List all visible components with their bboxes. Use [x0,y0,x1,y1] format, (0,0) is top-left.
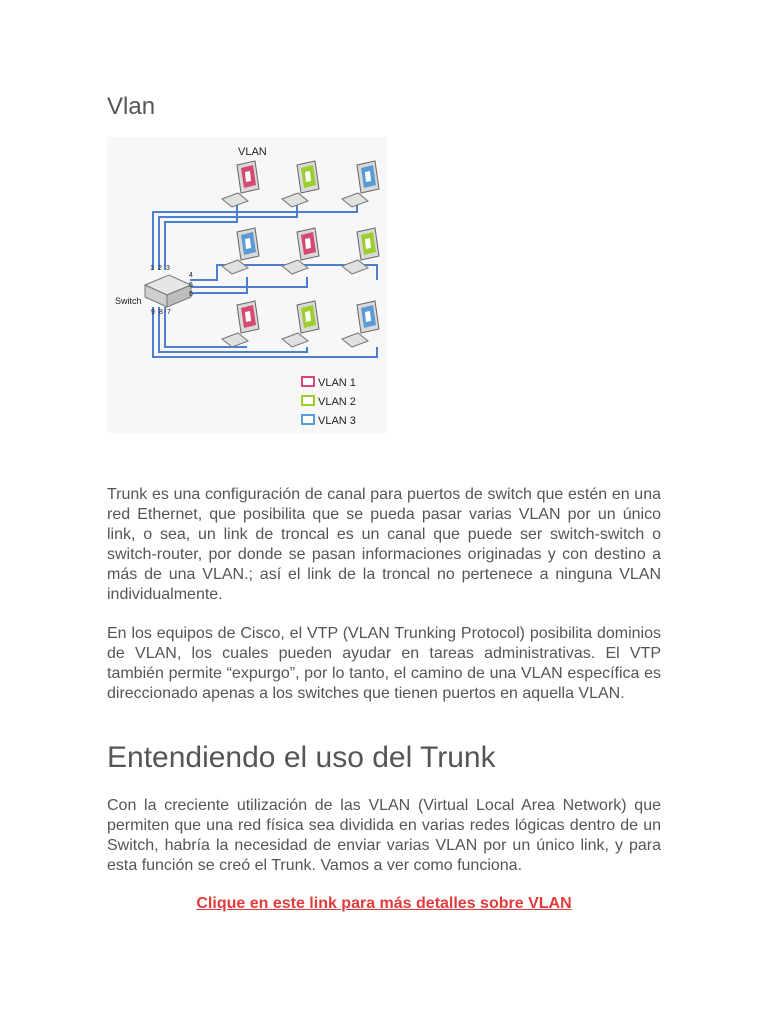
legend-label-vlan3: VLAN 3 [318,415,356,427]
legend-swatch-vlan1 [302,377,314,386]
legend-swatch-vlan2 [302,396,314,405]
port-label: 4 [189,272,193,279]
paragraph-trunk-definition: Trunk es una configuración de canal para puertos de switch que estén en una red Ethernet, que posibilita que se pueda pasar varias VLAN por un único link, o sea, un link de troncal es un canal que puede ser switch-switch o switch-router, por donde se pasan informaciones originadas y con destino a más de una VLAN.; así el link de la troncal no pertenece a ninguna VLAN individualmente. [107,486,661,603]
vlan-diagram-svg [107,137,387,433]
paragraph-trunk-usage: Con la creciente utilización de las VLAN (Virtual Local Area Network) que permiten que una red física sea dividida en varias redes lógicas dentro de un Switch, habría la necesidad de enviar varias VLAN por un único link, y para esta función se creó el Trunk. Vamos a ver como funciona. [107,797,661,874]
legend-label-vlan2: VLAN 2 [318,396,356,408]
port-label: 1 [150,265,154,272]
port-label: 9 [151,309,155,316]
port-label: 7 [167,309,171,316]
vlan-diagram [107,137,387,433]
port-label: 8 [159,309,163,316]
legend [302,377,356,427]
switch-label: Switch [115,296,142,306]
legend-swatch-vlan3 [302,415,314,424]
vlan-details-link[interactable]: Clique en este link para más detalles sobre VLAN [196,895,572,912]
heading-trunk: Entendiendo el uso del Trunk [107,741,496,774]
port-label: 3 [166,265,170,272]
legend-label-vlan1: VLAN 1 [318,377,356,389]
paragraph-vtp: En los equipos de Cisco, el VTP (VLAN Trunking Protocol) posibilita dominios de VLAN, los cuales pueden ayudar en tareas administrativas. El VTP también permite “expurgo”, por lo tanto, el camino de una VLAN específica es direccionado apenas a los switches que tienen puertos en aquella VLAN. [107,625,661,702]
port-label: 2 [158,265,162,272]
port-label: 5 [189,282,193,289]
port-label: 6 [189,291,193,298]
diagram-title: VLAN [238,146,267,158]
heading-vlan: Vlan [107,93,156,120]
